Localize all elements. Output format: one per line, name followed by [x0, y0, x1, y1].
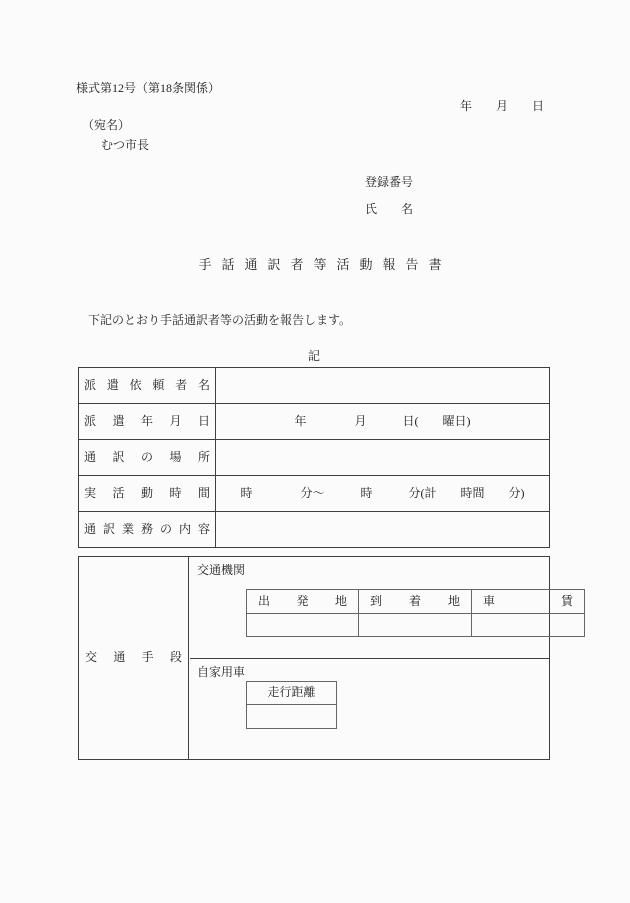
- fare-value-fare: [472, 614, 585, 637]
- transport-detail-area: [190, 557, 573, 759]
- table-row: [247, 705, 337, 729]
- public-transport-section: [190, 557, 573, 659]
- distance-value: [247, 705, 337, 729]
- row-value-dispatch-date: 年 月 日( 曜日): [216, 404, 550, 440]
- table-row: [79, 368, 550, 404]
- row-label-work-content: 通訳業務の内容: [79, 512, 216, 548]
- row-value-work-content: [216, 512, 550, 548]
- row-value-activity-time: 時 分～ 時 分(計 時間 分): [216, 476, 550, 512]
- transport-means-table: [78, 556, 573, 760]
- fare-col-departure: 出発地: [247, 590, 359, 614]
- fare-col-fare: 車賃: [472, 590, 585, 614]
- row-label-dispatch-date: 派遣年月日: [79, 404, 216, 440]
- row-value-dispatch-requester: [216, 368, 550, 404]
- name-label: 氏 名: [365, 202, 414, 216]
- fare-value-departure: [247, 614, 359, 637]
- row-value-interpreting-place: [216, 440, 550, 476]
- activity-report-table: [78, 367, 550, 548]
- form-number: 様式第12号（第18条関係）: [76, 81, 221, 95]
- declaration-text: 下記のとおり手話通訳者等の活動を報告します。: [88, 313, 352, 327]
- table-row: [79, 512, 550, 548]
- distance-table: [246, 681, 337, 729]
- addressee-name: むつ市長: [101, 138, 150, 152]
- transport-means-label: 交通手段: [85, 650, 182, 665]
- addressee-label: （宛名）: [82, 118, 131, 132]
- table-row: [247, 590, 585, 614]
- document-title: 手話通訳者等活動報告書: [198, 257, 452, 272]
- fare-col-arrival: 到着地: [359, 590, 472, 614]
- table-row: [79, 476, 550, 512]
- table-row: [247, 614, 585, 637]
- fare-table: [246, 589, 585, 637]
- table-row: [79, 404, 550, 440]
- registration-number-label: 登録番号: [365, 175, 414, 189]
- record-marker: 記: [307, 349, 320, 363]
- row-label-activity-time: 実活動時間: [79, 476, 216, 512]
- transport-means-label-cell: [79, 557, 189, 759]
- distance-col-header: 走行距離: [247, 682, 337, 705]
- row-label-dispatch-requester: 派遣依頼者名: [79, 368, 216, 404]
- date-field: 年 月 日: [460, 99, 545, 113]
- private-car-label: 自家用車: [197, 665, 246, 679]
- table-row: [247, 682, 337, 705]
- row-label-interpreting-place: 通訳の場所: [79, 440, 216, 476]
- fare-value-arrival: [359, 614, 472, 637]
- public-transport-label: 交通機関: [197, 563, 246, 577]
- table-row: [79, 440, 550, 476]
- private-car-section: [190, 659, 549, 759]
